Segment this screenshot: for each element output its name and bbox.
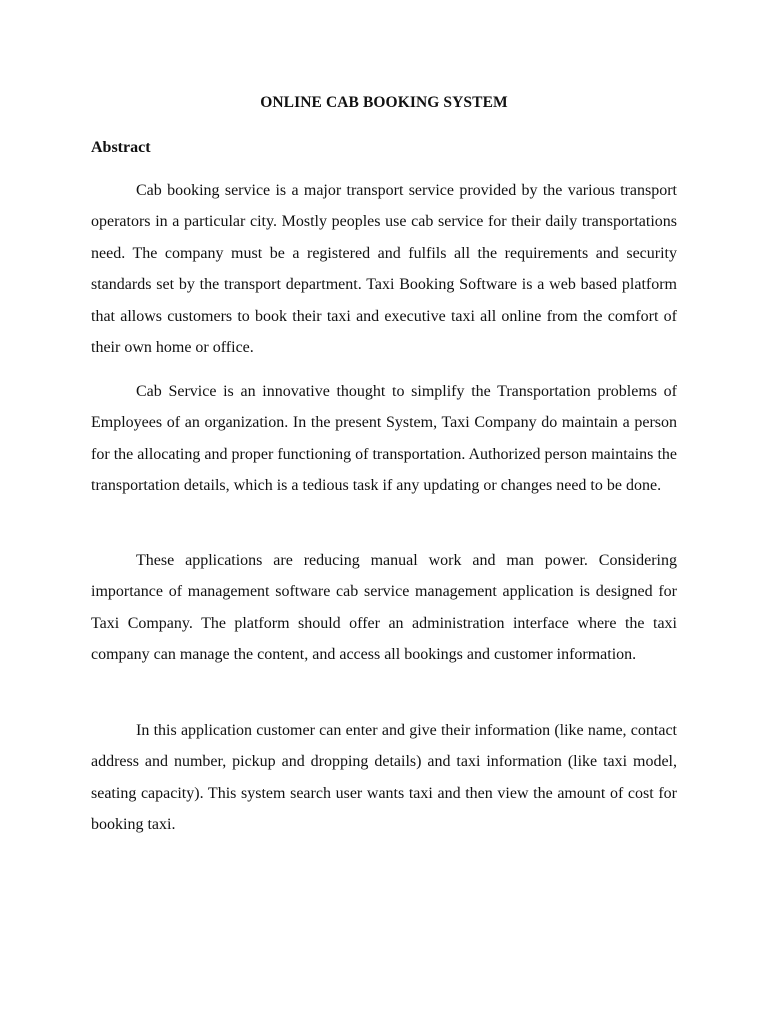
abstract-paragraph-3: These applications are reducing manual work and man power. Considering importance of management software cab service management application is designed for Taxi Company. The platform should offer an administration interface where the taxi company can manage the content, and access all bookings and customer information. [91, 552, 677, 664]
abstract-paragraph-4: In this application customer can enter and give their information (like name, contact address and number, pickup and dropping details) and taxi information (like taxi model, seating capacity). This system search user wants taxi and then view the amount of cost for booking taxi. [91, 722, 677, 834]
abstract-paragraph-2: Cab Service is an innovative thought to simplify the Transportation problems of Employees of an organization. In the present System, Taxi Company do maintain a person for the allocating and proper functioning of transportation. Authorized person maintains the transportation details, which is a tedious task if any updating or changes need to be done. [91, 383, 677, 495]
section-heading-abstract: Abstract [91, 139, 151, 156]
abstract-paragraph-1: Cab booking service is a major transport service provided by the various transport operators in a particular city. Mostly peoples use cab service for their daily transportations need. The company must be a registered and fulfils all the requirements and security standards set by the transport department. Taxi Booking Software is a web based platform that allows customers to book their taxi and executive taxi all online from the comfort of their own home or office. [91, 182, 677, 357]
document-title: ONLINE CAB BOOKING SYSTEM [260, 94, 508, 111]
